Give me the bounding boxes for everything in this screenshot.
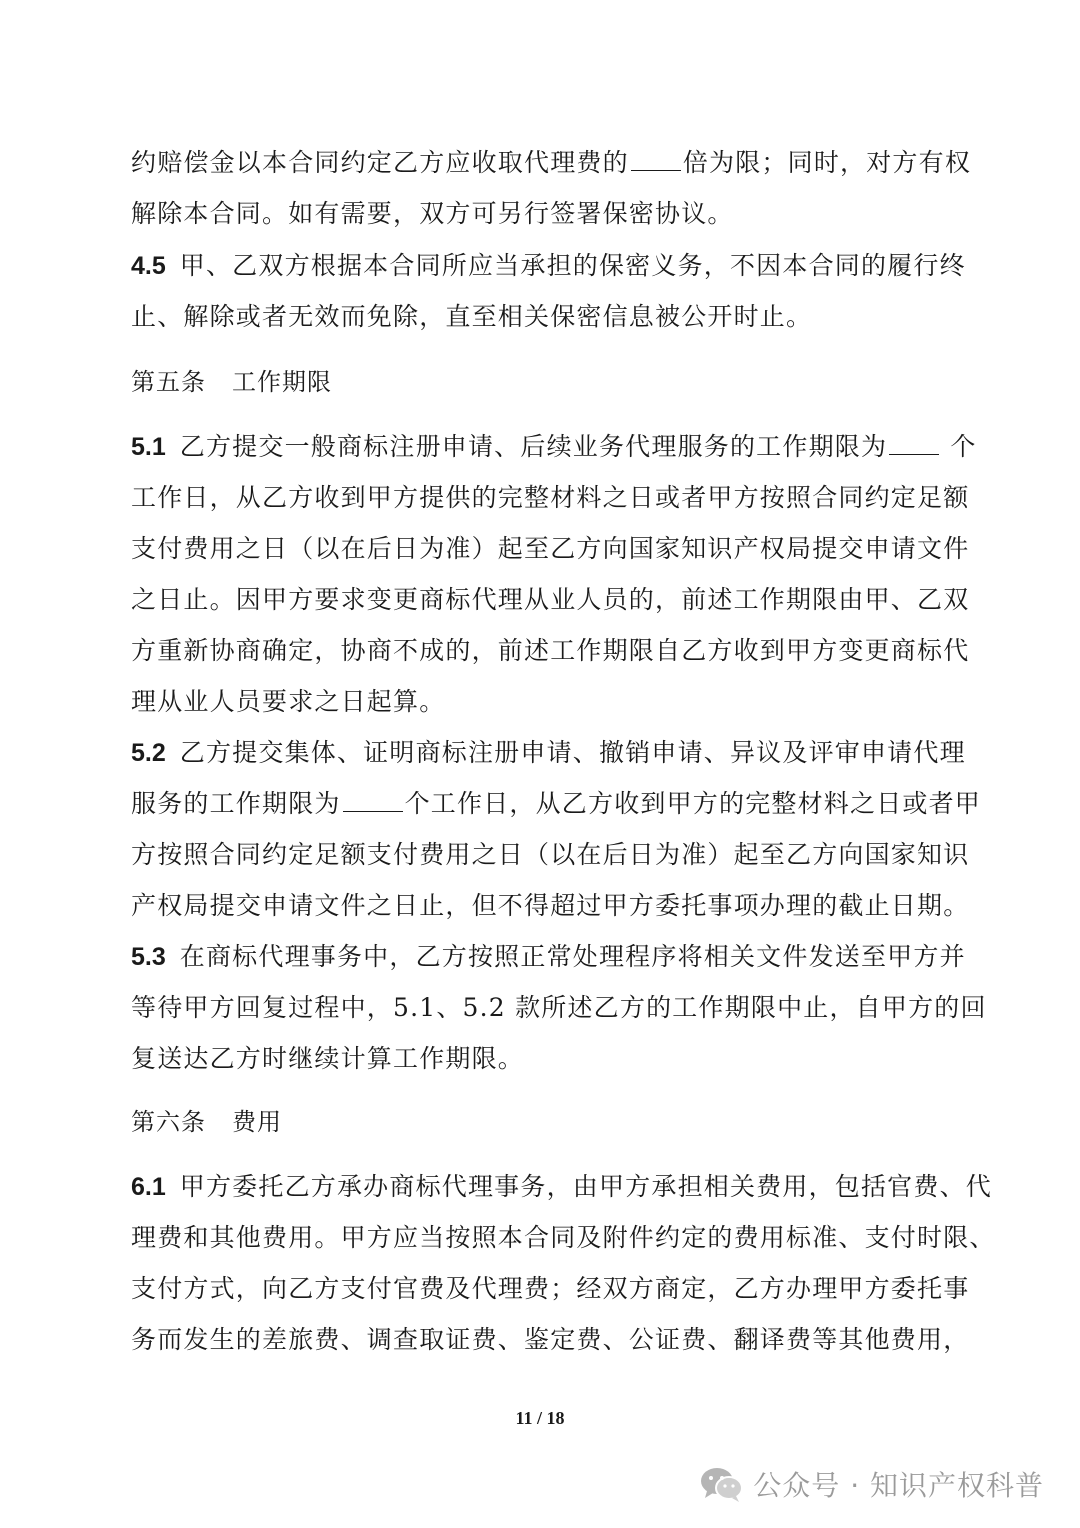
watermark [699, 1462, 1044, 1506]
text-line: 理费和其他费用。甲方应当按照本合同及附件约定的费用标准、支付时限、 [131, 1223, 996, 1252]
wechat-icon [699, 1464, 745, 1504]
clause-number: 5.2 [131, 739, 166, 767]
clause-number: 5.3 [131, 943, 166, 971]
text-line: 方按照合同约定足额支付费用之日（以在后日为准）起至乙方向国家知识 [131, 840, 970, 869]
fill-blank [343, 787, 403, 812]
text-line: 约赔偿金以本合同约定乙方应收取代理费的 倍为限；同时，对方有权 [131, 148, 972, 177]
clause-number: 5.1 [131, 433, 166, 461]
text-line: 产权局提交申请文件之日止，但不得超过甲方委托事项办理的截止日期。 [131, 891, 970, 920]
text-line: 之日止。因甲方要求变更商标代理从业人员的，前述工作期限由甲、乙双 [131, 585, 970, 614]
article-heading-6: 第六条 费用 [131, 1108, 282, 1136]
text-line: 服务的工作期限为 个工作日，从乙方收到甲方的完整材料之日或者甲 [131, 789, 982, 818]
text-line: 复送达乙方时继续计算工作期限。 [131, 1044, 525, 1073]
clause-number: 6.1 [131, 1173, 166, 1201]
fill-blank [889, 430, 939, 455]
text-line: 工作日，从乙方收到甲方提供的完整材料之日或者甲方按照合同约定足额 [131, 483, 970, 512]
text-line: 止、解除或者无效而免除，直至相关保密信息被公开时止。 [131, 302, 813, 331]
article-heading-5: 第五条 工作期限 [131, 368, 332, 396]
clause-5-1: 5.1 乙方提交一般商标注册申请、后续业务代理服务的工作期限为 个 [131, 432, 977, 461]
text-line: 支付费用之日（以在后日为准）起至乙方向国家知识产权局提交申请文件 [131, 534, 970, 563]
clause-5-2: 5.2 乙方提交集体、证明商标注册申请、撤销申请、异议及评审申请代理 [131, 738, 966, 767]
clause-number: 4.5 [131, 252, 166, 280]
text-line: 等待甲方回复过程中，5.1、5.2 款所述乙方的工作期限中止，自甲方的回 [131, 993, 987, 1022]
fill-blank [631, 146, 681, 171]
text-line: 务而发生的差旅费、调查取证费、鉴定费、公证费、翻译费等其他费用， [131, 1325, 970, 1354]
watermark-text: 公众号 · 知识产权科普 [753, 1469, 1044, 1502]
clause-6-1: 6.1 甲方委托乙方承办商标代理事务，由甲方承担相关费用，包括官费、代 [131, 1172, 992, 1201]
text-line: 理从业人员要求之日起算。 [131, 687, 446, 716]
page-number: 11 / 18 [515, 1408, 565, 1428]
text-line: 解除本合同。如有需要，双方可另行签署保密协议。 [131, 199, 734, 228]
text-line: 方重新协商确定，协商不成的，前述工作期限自乙方收到甲方变更商标代 [131, 636, 970, 665]
clause-4-5: 4.5 甲、乙双方根据本合同所应当承担的保密义务，不因本合同的履行终 [131, 251, 966, 280]
text-line: 支付方式，向乙方支付官费及代理费；经双方商定，乙方办理甲方委托事 [131, 1274, 970, 1303]
clause-5-3: 5.3 在商标代理事务中，乙方按照正常处理程序将相关文件发送至甲方并 [131, 942, 966, 971]
